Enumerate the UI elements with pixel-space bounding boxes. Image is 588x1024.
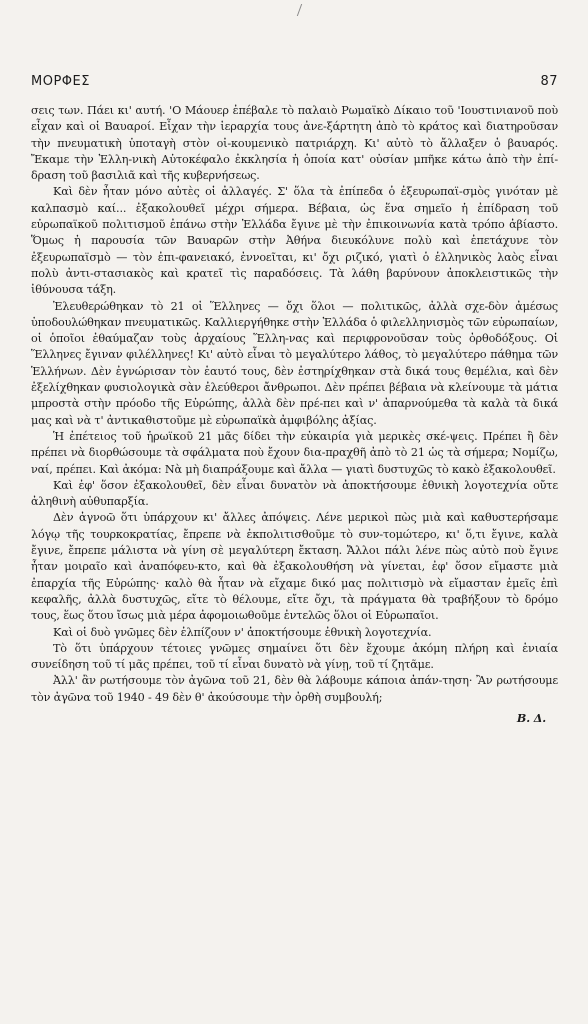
author-signature: Β. Δ. [516,710,546,725]
paragraph-7: Καὶ οἱ δυὸ γνῶμες δὲν ἐλπίζουν ν' ἀποκτήσουμε ἐθνικὴ λογοτεχνία. [53,625,432,639]
paragraph-5: Καὶ ἐφ' ὅσον ἐξακολουθεῖ, δὲν εἶναι δυνατὸν νὰ ἀποκτήσουμε ἐθνικὴ λογοτεχνία οὔτε ἀληθινὴ αὐθυπαρξία. [31,478,558,509]
paragraph-1: σεις των. Πάει κι' αυτή. 'Ο Μάουερ ἐπέβαλε τὸ παλαιὸ Ρωμαϊκὸ Δίκαιο τοῦ 'Ιουστινιανοῦ ποὺ εἶχαν καὶ οἱ Βαυαροί. Εἶχαν τὴν ἱεραρχία τους ἀνε-ξάρτητη ἀπὸ τὸ κράτος καὶ διατηροῦσαν τὴν πνευματικὴ ὑποταγὴ στὸν οἰ-κουμενικὸ πατριάρχη. Κι' αὐτὸ τὸ ἄλλαξεν ὁ βαυαρός. Ἔκαμε τὴν Ἑλλη-νικὴ Αὐτοκέφαλο ἐκκλησία ἡ ὁποία κατ' οὐσίαν μπῆκε κάτω ἀπὸ τὴν ἐπί-δραση τοῦ βασιλιᾶ καὶ τῆς κυβερνήσεως. [31,104,558,183]
page-scratch-mark [297,4,306,16]
paragraph-8: Τὸ ὅτι ὑπάρχουν τέτοιες γνῶμες σημαίνει ὅτι δὲν ἔχουμε ἀκόμη πλήρη καὶ ἑνιαία συνείδηση τοῦ τί μᾶς πρέπει, τοῦ τί εἶναι δυνατὸ νὰ γίνῃ, τοῦ τί ζητᾶμε. [31,641,558,672]
paragraph-3: Ἐλευθερώθηκαν τὸ 21 οἱ Ἕλληνες — ὄχι ὅλοι — πολιτικῶς, ἀλλὰ σχε-δὸν ἀμέσως ὑποδουλώθηκαν πνευματικῶς. Καλλιεργήθηκε στὴν Ἑλλάδα ὁ φιλελληνισμὸς τῶν εὐρωπαίων, οἱ ὁποῖοι ἐθαύμαζαν τοὺς ἀρχαίους Ἕλλη-νας καὶ περιφρονοῦσαν τοὺς ὀρθοδόξους. Οἱ Ἕλληνες ἔγιναν φιλέλληνες! Κι' αὐτὸ εἶναι τὸ μεγαλύτερο λάθος, τὸ μεγαλύτερο πάθημα τῶν Ἑλλήνων. Δὲν ἐγνώρισαν τὸν ἑαυτό τους, δὲν ἐστηρίχθηκαν στὰ δικά τους θεμέλια, καὶ δὲν ἐξελίχθηκαν φυσιολογικὰ σὰν ἐλεύθεροι ἄνθρωποι. Δὲν πρέπει βέβαια νὰ κλείνουμε τὰ μάτια μπροστὰ στὴν πρόοδο τῆς Εὐρώπης, ἀλλὰ δὲν πρέ-πει καὶ ν' ἀπαρνούμεθα τὰ καλὰ τὰ δικά μας καὶ νὰ τ' ἀντικαθιστοῦμε μὲ εὐρωπαϊκὰ ἀμφιβόλης ἀξίας. [31,299,558,427]
paragraph-6: Δὲν ἀγνοῶ ὅτι ὑπάρχουν κι' ἄλλες ἀπόψεις. Λένε μερικοὶ πὼς μιὰ καὶ καθυστερήσαμε λόγῳ τῆς τουρκοκρατίας, ἔπρεπε νὰ ἐκπολιτισθοῦμε τὸ συν-τομώτερο, κι' ὅ,τι ἔγινε, καλὰ ἔγινε, ἔπρεπε μάλιστα νὰ γίνη σὲ μεγαλύτερη ἔκταση. Ἄλλοι πάλι λένε πὼς αὐτὸ ποὺ ἔγινε ἦταν μοιραῖο καὶ ἀναπόφευ-κτο, καὶ θὰ ἐξακολουθήση νὰ γίνεται, ἐφ' ὅσον εἴμαστε μιὰ ἐπαρχία τῆς Εὐρώπης· καλὸ θὰ ἦταν νὰ εἴχαμε δικό μας πολιτισμὸ νὰ εἴμασταν ἐμεῖς ἐπὶ κεφαλῆς, ἀλλὰ δυστυχῶς, εἴτε τὸ θέλουμε, εἴτε ὄχι, τὰ πράγματα θὰ τραβήξουν τὸ δρόμο τους, ἕως ὅτου ἴσως μιὰ μέρα ἀφομοιωθοῦμε ἐντελῶς ὅλοι οἱ Εὐρωπαῖοι. [31,511,558,623]
paragraph-4: Ἡ ἐπέτειος τοῦ ἡρωϊκοῦ 21 μᾶς δίδει τὴν εὐκαιρία γιὰ μερικὲς σκέ-ψεις. Πρέπει ἢ δὲν πρέπει νὰ διορθώσουμε τὰ σφάλματα ποὺ ἔχουν δια-πραχθῆ ἀπὸ τὸ 21 ὡς τὰ σήμερα; Νομίζω, ναί, πρέπει. Καὶ ἀκόμα: Νὰ μὴ διαπράξουμε καὶ ἄλλα — γιατὶ δυστυχῶς τὸ κακὸ ἐξακολουθεῖ. [31,429,558,476]
page-number: 87 [540,74,558,89]
article-body [31,103,558,726]
running-header [31,74,558,89]
journal-title: ΜΟΡΦΕΣ [31,74,90,89]
paragraph-2: Καὶ δὲν ἦταν μόνο αὐτὲς οἱ ἀλλαγές. Σ' ὅλα τὰ ἐπίπεδα ὁ ἐξευρωπαϊ-σμὸς γινόταν μὲ καλπασμὸ καί... ἐξακολουθεῖ μέχρι σήμερα. Βέβαια, ὡς ἕνα σημεῖο ἡ ἐπίδραση τοῦ εὐρωπαϊκοῦ πολιτισμοῦ ἐπάνω στὴν Ἑλλάδα ἔγινε μὲ τὴν ἐπικοινωνία κατὰ τρόπο ἀβίαστο. Ὅμως ἡ παρουσία τῶν Βαυαρῶν στὴν Ἀθήνα διευκόλυνε πολὺ καὶ ἐπετάχυνε τὸν ἐξευρωπαϊσμὸ — τὸν ἐπι-φανειακό, ἐννοεῖται, κι' ὄχι ριζικό, γιατὶ ὁ ἑλληνικὸς λαὸς εἶναι πολὺ ἀντι-στασιακὸς καὶ κρατεῖ τὶς παραδόσεις. Τὰ λάθη βαρύνουν ἀποκλειστικῶς τὴν ἰθύνουσα τάξη. [31,185,558,297]
paragraph-9: Ἀλλ' ἂν ρωτήσουμε τὸν ἀγῶνα τοῦ 21, δὲν θὰ λάβουμε κάποια ἀπάν-τηση· Ἂν ρωτήσουμε τὸν ἀγῶνα τοῦ 1940 - 49 δὲν θ' ἀκούσουμε τὴν ὀρθὴ συμβουλή; [31,674,558,704]
